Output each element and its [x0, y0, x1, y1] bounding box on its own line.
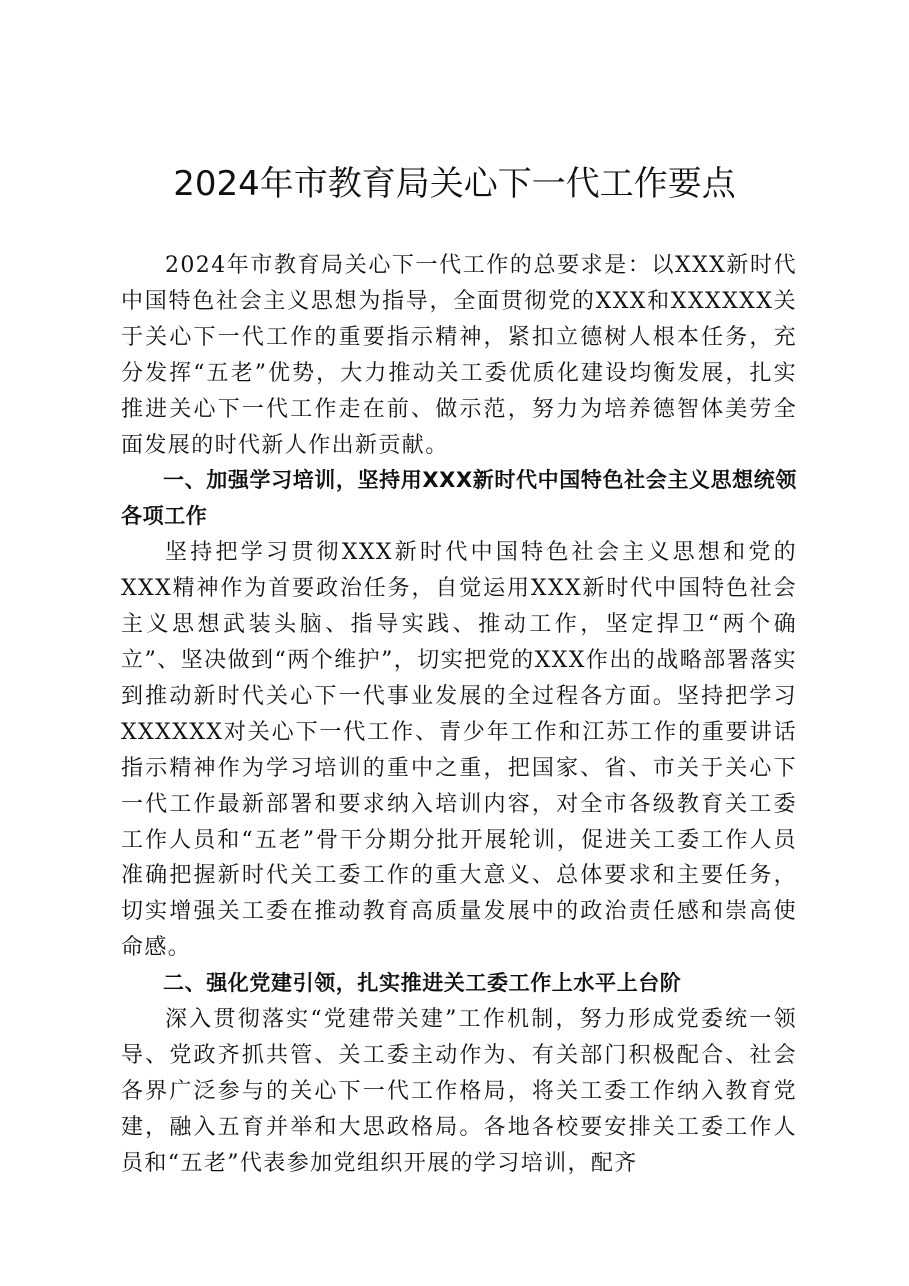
document-title: 2024年市教育局关心下一代工作要点 — [173, 164, 736, 204]
section-2-paragraph: 深入贯彻落实“党建带关建”工作机制，努力形成党委统一领导、党政齐抓共管、关工委主动作为、有关部门积极配合、社会各界广泛参与的关心下一代工作格局，将关工委工作纳入教育党建，融入五育并举和大思政格局。各地各校要安排关工委工作人员和“五老”代表参加党组织开展的学习培训，配齐 — [121, 1007, 797, 1176]
section-heading-2: 二、强化党建引领，扎实推进关工委工作上水平上台阶 — [163, 971, 682, 996]
section-1-paragraph: 坚持把学习贯彻XXX新时代中国特色社会主义思想和党的XXX精神作为首要政治任务，自觉运用XXX新时代中国特色社会主义思想武装头脑、指导实践、推动工作，坚定捍卫“两个确立”、坚决做到“两个维护”，切实把党的XXX作出的战略部署落实到推动新时代关心下一代事业发展的全过程各方面。坚持把学习XXXXXX对关心下一代工作、青少年工作和江苏工作的重要讲话指示精神作为学习培训的重中之重，把国家、省、市关于关心下一代工作最新部署和要求纳入培训内容，对全市各级教育关工委工作人员和“五老”骨干分期分批开展轮训，促进关工委工作人员准确把握新时代关工委工作的重大意义、总体要求和主要任务，切实增强关工委在推动教育高质量发展中的政治责任感和崇高使命感。 — [121, 540, 797, 961]
section-heading-1: 一、加强学习培训，坚持用XXX新时代中国特色社会主义思想统领各项工作 — [121, 468, 797, 529]
intro-paragraph: 2024年市教育局关心下一代工作的总要求是：以XXX新时代中国特色社会主义思想为指导，全面贯彻党的XXX和XXXXXX关于关心下一代工作的重要指示精神，紧扣立德树人根本任务，充分发挥“五老”优势，大力推动关工委优质化建设均衡发展，扎实推进关心下一代工作走在前、做示范，努力为培养德智体美劳全面发展的时代新人作出新贡献。 — [121, 253, 797, 458]
document-body — [121, 248, 797, 1182]
